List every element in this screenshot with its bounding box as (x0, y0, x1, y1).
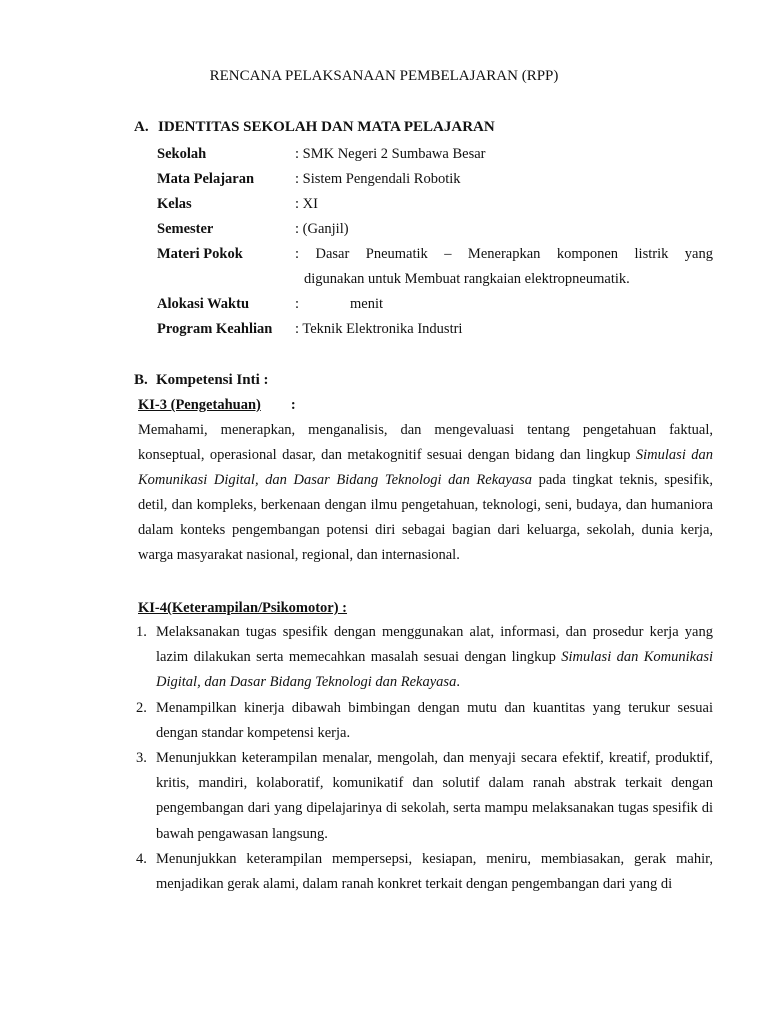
list-item-text-after: . (456, 674, 460, 691)
identity-value-continuation: digunakan untuk Membuat rangkaian elektropneumatik. (304, 271, 630, 287)
identity-value: : SMK Negeri 2 Sumbawa Besar (295, 146, 486, 162)
ki3-paragraph (138, 418, 713, 568)
identity-label: Alokasi Waktu (157, 296, 250, 312)
list-item-text: Menunjukkan keterampilan mempersepsi, kesiapan, meniru, membiasakan, gerak mahir, menjadikan gerak alami, dalam ranah konkret terkait dengan pengembangan dari yang di (156, 850, 713, 893)
ki4-title: KI-4(Keterampilan/Psikomotor) : (138, 600, 348, 616)
identity-row-program-keahlian (157, 317, 713, 342)
identity-label: Mata Pelajaran (157, 171, 255, 187)
ki3-text-italic: Simulasi dan Komunikasi Digital, dan Dasar Bidang Teknologi dan Rekayasa (138, 447, 713, 488)
list-item (136, 847, 713, 897)
list-item-number: 2. (136, 699, 147, 716)
ki3-colon: : (290, 397, 296, 413)
identity-label: Sekolah (157, 146, 207, 162)
identity-label: Semester (157, 221, 214, 237)
identity-row-kelas (157, 192, 713, 217)
section-b-heading (134, 370, 269, 390)
list-item-text-italic: Simulasi dan Komunikasi Digital, dan Dasar Bidang Teknologi dan Rekayasa (156, 649, 713, 691)
list-item (136, 746, 713, 847)
section-a-heading (134, 117, 495, 137)
identity-label: Materi Pokok (157, 246, 243, 262)
identity-value: : Teknik Elektronika Industri (295, 321, 463, 337)
list-item (136, 620, 713, 696)
section-a-letter: A. (134, 119, 149, 135)
section-b-title: Kompetensi Inti : (156, 372, 269, 388)
list-item-number: 4. (136, 850, 147, 867)
list-item-text-before: Melaksanakan tugas spesifik dengan menggunakan alat, informasi, dan prosedur kerja yang lazim dilakukan serta memecahkan masalah sesuai dengan lingkup (156, 624, 713, 666)
identity-row-alokasi-waktu (157, 292, 713, 317)
ki3-heading (138, 395, 296, 415)
identity-value: : (Ganjil) (295, 221, 349, 237)
identity-label: Kelas (157, 196, 192, 212)
identity-value: : XI (295, 196, 318, 212)
list-item (136, 696, 713, 746)
section-b-letter: B. (134, 372, 148, 388)
identity-label: Program Keahlian (157, 321, 273, 337)
identity-row-semester (157, 217, 713, 242)
identity-value-group (295, 292, 713, 317)
ki3-title: KI-3 (Pengetahuan) (138, 397, 261, 413)
list-item-number: 1. (136, 624, 147, 640)
list-item-text: Menampilkan kinerja dibawah bimbingan dengan mutu dan kuantitas yang terukur sesuai dengan standar kompetensi kerja. (156, 699, 713, 741)
identity-table (157, 142, 713, 342)
list-item-text (156, 620, 713, 696)
ki4-list (136, 620, 713, 897)
document-title: RENCANA PELAKSANAAN PEMBELAJARAN (RPP) (209, 68, 559, 84)
identity-value: : Dasar Pneumatik – Menerapkan komponen listrik yang (295, 246, 713, 262)
list-item-number: 3. (136, 750, 147, 767)
ki3-text-before: Memahami, menerapkan, menganalisis, dan mengevaluasi tentang pengetahuan faktual, konseptual, operasional dasar, dan metakognitif sesuai dengan bidang dan lingkup (138, 422, 713, 463)
ki4-heading (138, 598, 347, 618)
identity-value: : Sistem Pengendali Robotik (295, 171, 461, 187)
list-item-text: Menunjukkan keterampilan menalar, mengolah, dan menyaji secara efektif, kreatif, produktif, kritis, mandiri, kolaboratif, komunikatif dan solutif dalam ranah abstrak terkait dengan pengembangan dari yang dipelajarinya di sekolah, serta mampu melaksanakan tugas spesifik di bawah pengawasan langsung. (156, 750, 713, 842)
identity-row-sekolah (157, 142, 713, 167)
identity-row-mata-pelajaran (157, 167, 713, 192)
ki3-text-after: pada tingkat teknis, spesifik, detil, dan kompleks, berkenaan dengan ilmu pengetahuan, teknologi, seni, budaya, dan humaniora dalam konteks pengembangan potensi diri sebagai bagian dari keluarga, sekolah, dunia kerja, warga masyarakat nasional, regional, dan internasional. (138, 472, 713, 563)
identity-value: : (295, 296, 300, 312)
identity-value-unit: menit (350, 296, 384, 312)
section-a-title: IDENTITAS SEKOLAH DAN MATA PELAJARAN (158, 119, 495, 135)
identity-row-materi-pokok (157, 242, 713, 267)
